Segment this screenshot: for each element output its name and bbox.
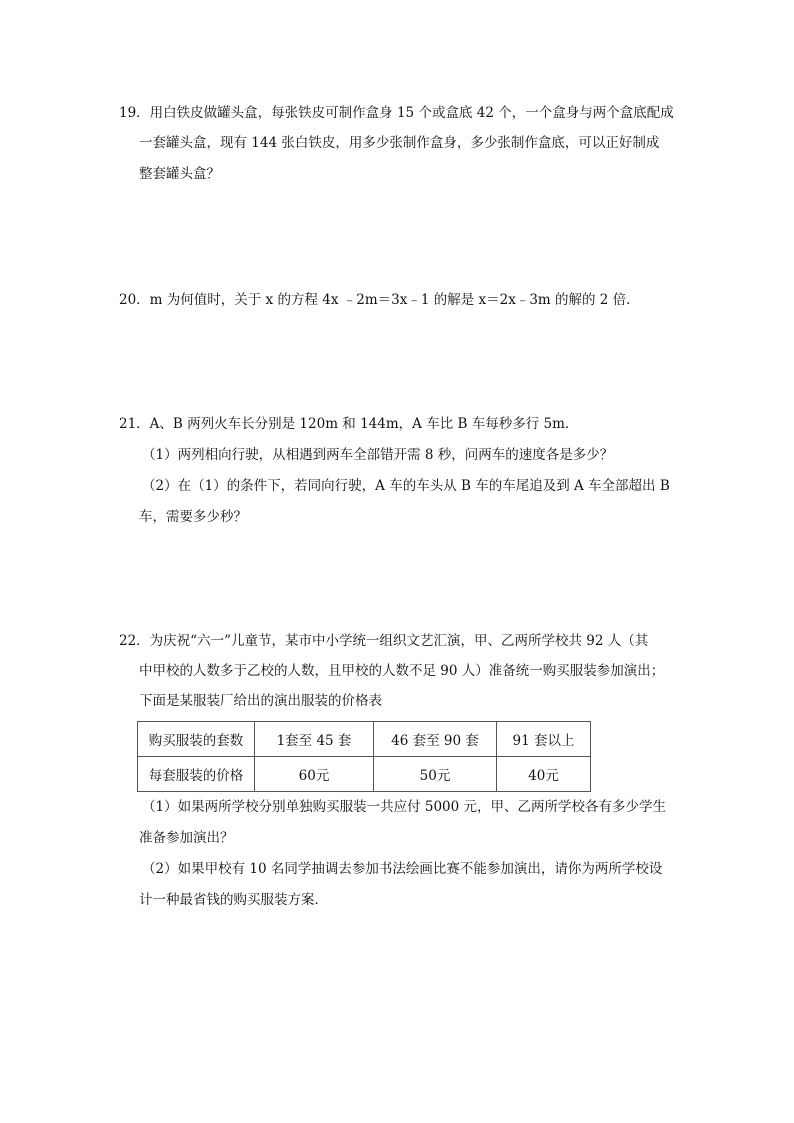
q22-part-1-line-2: 准备参加演出？ [139, 830, 234, 846]
q22-line-2: 中甲校的人数多于乙校的人数，且甲校的人数不足 90 人）准备统一购买服装参加演出； [139, 663, 665, 679]
table-cell: 46 套至 90 套 [374, 722, 497, 757]
price-table-row [138, 757, 591, 792]
q21-line-1: 21．A、B 两列火车长分别是 120m 和 144m，A 车比 B 车每秒多行 5m． [119, 416, 579, 432]
table-cell: 1套至 45 套 [255, 722, 374, 757]
q22-part-2-line-1: （2）如果甲校有 10 名同学抽调去参加书法绘画比赛不能参加演出，请你为两所学校设 [142, 861, 663, 877]
q21-part-2-line-2: 车，需要多少秒？ [139, 509, 247, 525]
q22-line-1: 22．为庆祝“六一”儿童节，某市中小学统一组织文艺汇演，甲、乙两所学校共 92 人（其 [119, 633, 649, 649]
q21-part-2-line-1: （2）在（1）的条件下，若同向行驶，A 车的车头从 B 车的车尾追及到 A 车全部超出 B [142, 478, 670, 494]
table-cell: 40元 [497, 757, 591, 792]
table-cell: 购买服装的套数 [138, 722, 255, 757]
q19-line-2: 一套罐头盒，现有 144 张白铁皮，用多少张制作盒身，多少张制作盒底，可以正好制成 [139, 135, 660, 151]
price-table-header-row [138, 722, 591, 757]
table-cell: 每套服装的价格 [138, 757, 255, 792]
q22-part-1-line-1: （1）如果两所学校分别单独购买服装一共应付 5000 元，甲、乙两所学校各有多少学生 [142, 799, 667, 815]
table-cell: 91 套以上 [497, 722, 591, 757]
price-table [137, 721, 591, 792]
q22-part-2-line-2: 计一种最省钱的购买服装方案． [139, 892, 328, 908]
table-cell: 50元 [374, 757, 497, 792]
table-cell: 60元 [255, 757, 374, 792]
q21-part-1: （1）两列相向行驶，从相遇到两车全部错开需 8 秒，问两车的速度各是多少？ [142, 447, 614, 463]
q20-line-1: 20．m 为何值时，关于 x 的方程 4x ﹣2m＝3x﹣1 的解是 x＝2x﹣3m 的解的 2 倍． [119, 292, 640, 308]
q19-line-3: 整套罐头盒？ [139, 166, 220, 182]
q19-line-1: 19．用白铁皮做罐头盒，每张铁皮可制作盒身 15 个或盒底 42 个，一个盒身与两个盒底配成 [119, 105, 674, 121]
q22-line-3: 下面是某服装厂给出的演出服装的价格表 [139, 693, 382, 709]
